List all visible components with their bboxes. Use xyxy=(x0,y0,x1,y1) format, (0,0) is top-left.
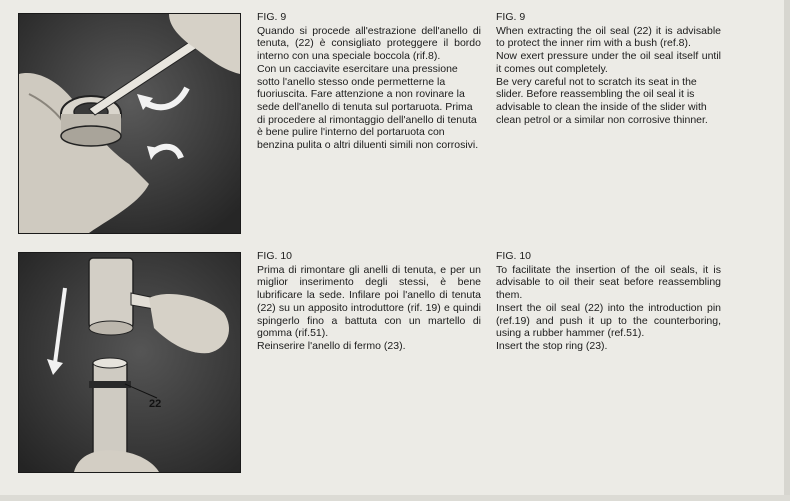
fig10-photo xyxy=(18,252,241,473)
fig9-english-paragraph: When extracting the oil seal (22) it is advisable to protect the inner rim with a bush (ref.8). xyxy=(496,24,721,50)
fig10-italian-heading: FIG. 10 xyxy=(257,250,293,262)
fig10-english-paragraph: Insert the oil seal (22) into the introduction pin (ref.19) and push it up to the counterboring, using a rubber hammer (ref.51). xyxy=(496,301,721,340)
fig10-italian-paragraph: Reinserire l'anello di fermo (23). xyxy=(257,339,406,352)
fig10-italian-text xyxy=(257,250,481,353)
fig10-english-heading: FIG. 10 xyxy=(496,250,532,262)
page-edge-right xyxy=(784,0,790,501)
fig9-illustration xyxy=(19,14,240,233)
fig9-english-paragraph: Now exert pressure under the oil seal itself until it comes out completely. xyxy=(496,50,721,75)
fig9-english-text xyxy=(496,11,721,126)
fig9-photo xyxy=(18,13,241,234)
fig10-illustration xyxy=(19,253,240,472)
fig10-italian-paragraph: Prima di rimontare gli anelli di tenuta, e per un miglior inserimento degli stessi, è bene lubrificare la sede. Infilare poi l'anello di tenuta (22) su un apposito introduttore (rif. 19) e quindi spingerlo fino a battuta con un martello di gomma (rif.51). xyxy=(257,263,481,340)
fig9-italian-paragraph: Con un cacciavite esercitare una pressione sotto l'anello stesso onde permetterne la fuoriuscita. Fare attenzione a non rovinare la sede dell'anello di tenuta sul portaruota. Prima di procedere al rimontaggio dell'anello di tenuta è bene pulire l'interno del portaruota con benzina pulita o altri diluenti simili non corrosivi. xyxy=(257,62,479,152)
fig10-english-paragraph: Insert the stop ring (23). xyxy=(496,339,608,352)
fig9-english-paragraph: Be very careful not to scratch its seat in the slider. Before reassembling the oil seal it is advisable to clean the inside of the slider with clean petrol or a similar non corrosive thinner. xyxy=(496,75,708,126)
fig9-italian-heading: FIG. 9 xyxy=(257,11,287,23)
fig10-english-paragraph: To facilitate the insertion of the oil seals, it is advisable to oil their seat before reassembling them. xyxy=(496,263,721,302)
fig9-english-heading: FIG. 9 xyxy=(496,11,526,23)
fig9-italian-text xyxy=(257,11,481,152)
fig10-english-text xyxy=(496,250,721,353)
fig9-italian-paragraph: Quando si procede all'estrazione dell'anello di tenuta, (22) è consigliato proteggere il bordo interno con una speciale boccola (rif.8). xyxy=(257,24,481,63)
seal-callout-label: 22 xyxy=(149,398,162,410)
page-edge-bottom xyxy=(0,495,790,501)
